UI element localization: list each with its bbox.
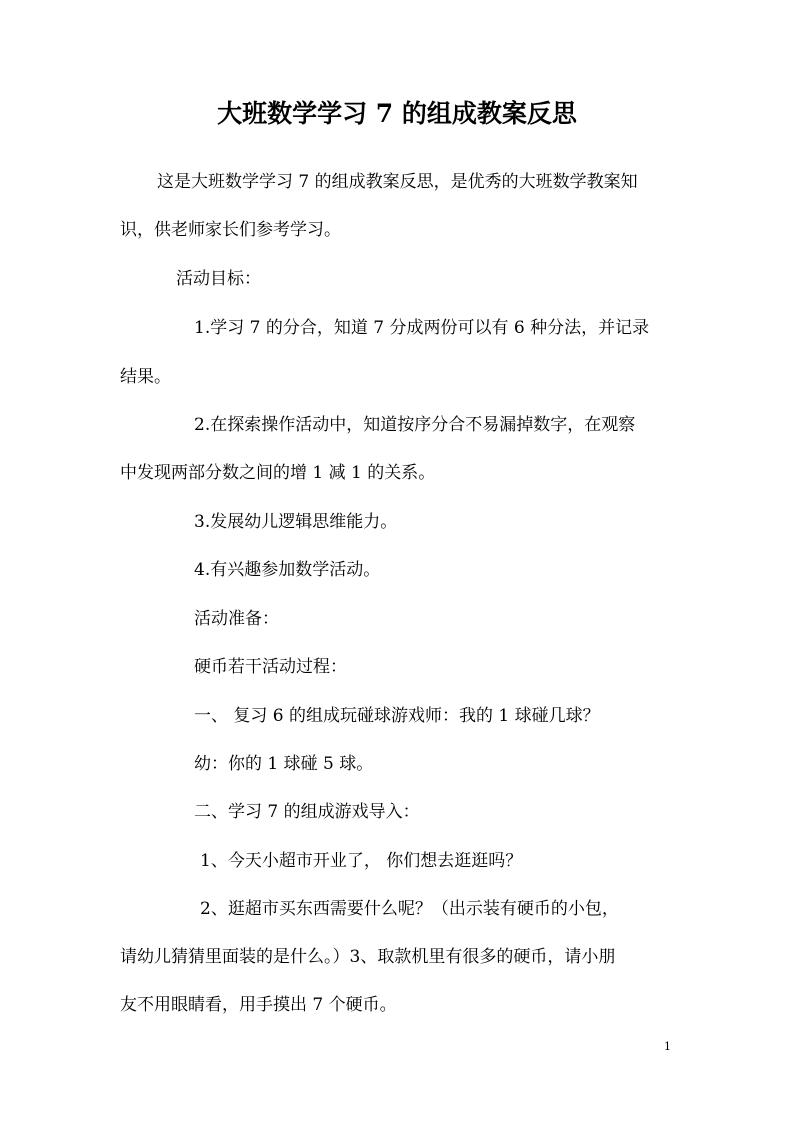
paragraph-line: 友不用眼睛看，用手摸出 7 个硬币。 bbox=[120, 995, 397, 1015]
paragraph-line: 1、今天小超市开业了， 你们想去逛逛吗？ bbox=[200, 851, 523, 871]
paragraph-line: 结果。 bbox=[120, 367, 171, 387]
paragraph-line: 幼：你的 1 球碰 5 球。 bbox=[194, 754, 374, 774]
paragraph-line: 识，供老师家长们参考学习。 bbox=[120, 220, 341, 240]
paragraph-line: 2.在探索操作活动中，知道按序分合不易漏掉数字，在观察 bbox=[194, 415, 636, 435]
paragraph-line: 活动准备： bbox=[194, 609, 279, 629]
paragraph-line: 硬币若干活动过程： bbox=[194, 657, 347, 677]
page-number: 1 bbox=[664, 1040, 671, 1053]
paragraph-line: 3.发展幼儿逻辑思维能力。 bbox=[194, 512, 398, 532]
paragraph-line: 请幼儿猜猜里面装的是什么。）3、取款机里有很多的硬币，请小朋 bbox=[120, 947, 616, 967]
paragraph-line: 2、逛超市买东西需要什么呢？（出示装有硬币的小包， bbox=[200, 899, 619, 919]
paragraph-line: 二、学习 7 的组成游戏导入： bbox=[194, 802, 420, 822]
paragraph-line: 中发现两部分数之间的增 1 减 1 的关系。 bbox=[120, 463, 436, 483]
paragraph-line: 4.有兴趣参加数学活动。 bbox=[194, 560, 381, 580]
paragraph-line: 活动目标： bbox=[176, 269, 261, 289]
document-title: 大班数学学习 7 的组成教案反思 bbox=[217, 99, 577, 128]
paragraph-line: 1.学习 7 的分合，知道 7 分成两份可以有 6 种分法，并记录 bbox=[194, 318, 650, 338]
paragraph-line: 一、 复习 6 的组成玩碰球游戏师：我的 1 球碰几球？ bbox=[194, 706, 600, 726]
paragraph-line: 这是大班数学学习 7 的组成教案反思，是优秀的大班数学教案知 bbox=[157, 172, 638, 192]
